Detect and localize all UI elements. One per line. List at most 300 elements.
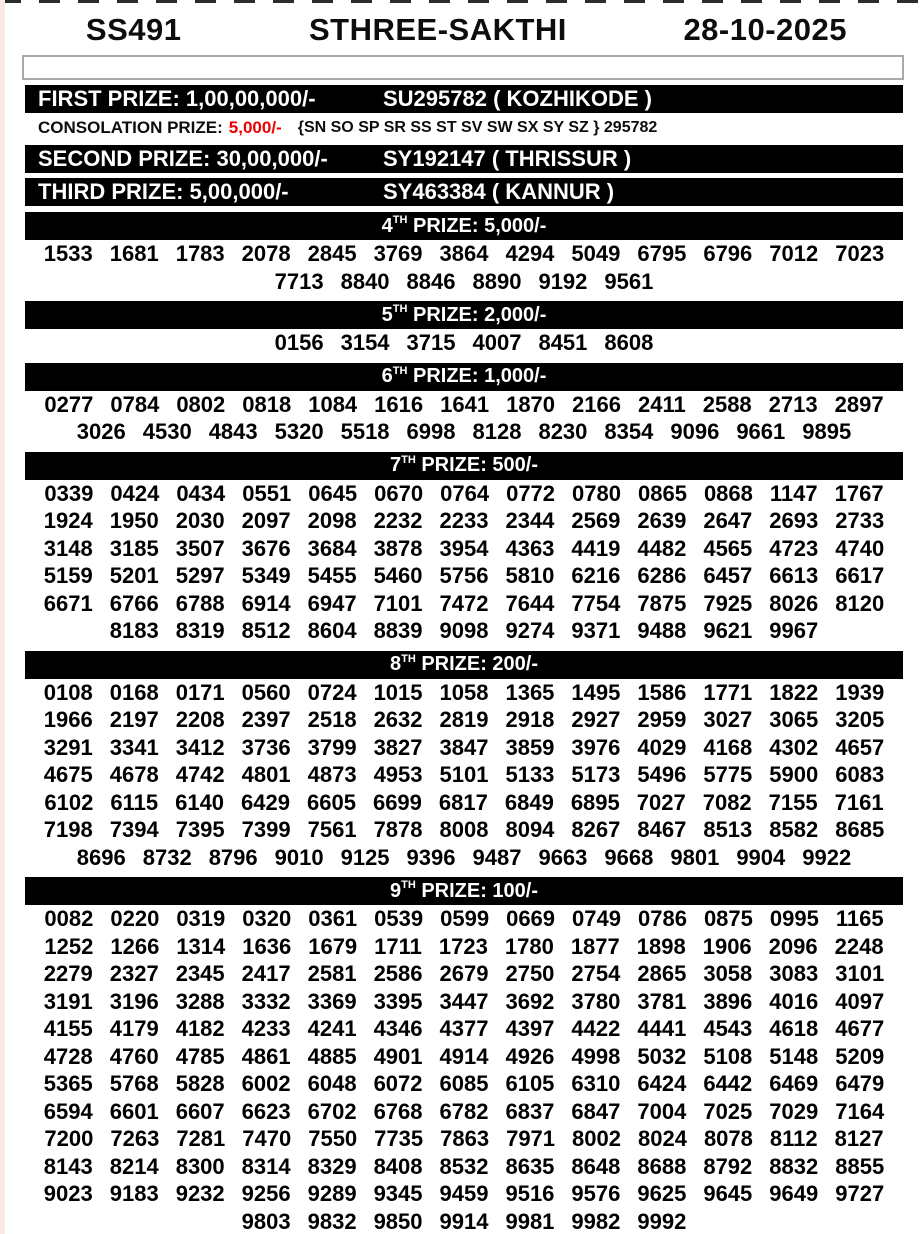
ticket-number: 9832 (307, 1208, 357, 1234)
ticket-number: 6002 (241, 1071, 291, 1096)
ticket-number: 1314 (176, 933, 226, 959)
ticket-number: 1533 (43, 241, 93, 266)
ticket-number: 9649 (769, 1181, 819, 1206)
ticket-number: 8183 (109, 618, 159, 643)
ticket-number: 4801 (241, 762, 291, 787)
prize-band-8th: 8 $^{TH}$ PRIZE: 200/- (25, 651, 903, 679)
prize-band-9th: 9 $^{TH}$ PRIZE: 100/- (25, 877, 903, 905)
second-prize-bar (25, 145, 903, 173)
ticket-number: 2208 (175, 707, 225, 732)
ticket-number: 5133 (505, 762, 555, 787)
ticket-number: 3847 (439, 734, 489, 760)
ticket-number: 6849 (504, 789, 554, 815)
ticket-number: 8329 (307, 1153, 357, 1179)
ticket-number: 0786 (637, 906, 687, 931)
ticket-number: 4742 (175, 762, 225, 787)
number-row (25, 590, 903, 618)
ticket-number: 4723 (769, 535, 819, 561)
ticket-number: 9727 (835, 1181, 885, 1206)
ticket-number: 8112 (769, 1126, 818, 1151)
ticket-number: 8002 (572, 1126, 621, 1151)
ticket-number: 1266 (110, 933, 160, 959)
second-prize-winner: SY192147 ( THRISSUR ) (383, 146, 632, 171)
ticket-number: 0669 (506, 906, 556, 931)
ticket-number: 1681 (109, 241, 159, 266)
ticket-number: 4565 (703, 535, 753, 561)
number-row (25, 240, 903, 268)
ticket-number: 4233 (241, 1016, 291, 1041)
ticket-number: 7029 (769, 1098, 819, 1124)
number-row (25, 734, 903, 762)
ticket-number: 4785 (175, 1043, 225, 1069)
ticket-number: 7399 (241, 817, 291, 842)
ticket-number: 9010 (274, 844, 324, 870)
ticket-number: 4677 (835, 1016, 885, 1041)
ticket-number: 0865 (637, 480, 687, 506)
ticket-number: 3332 (241, 988, 291, 1014)
prize-band-6th: 6 $^{TH}$ PRIZE: 1,000/- (25, 363, 903, 391)
ticket-number: 4007 (472, 330, 522, 355)
ticket-number: 7025 (703, 1098, 753, 1124)
ticket-number: 8078 (703, 1126, 753, 1151)
ticket-number: 6947 (307, 590, 357, 616)
ticket-number: 5496 (637, 762, 687, 787)
ticket-number: 5460 (373, 563, 423, 588)
ticket-number: 3369 (307, 988, 357, 1014)
ticket-number: 2344 (505, 508, 555, 533)
ticket-number: 8608 (604, 330, 654, 355)
ticket-number: 9345 (373, 1181, 423, 1206)
ticket-number: 6085 (439, 1071, 489, 1096)
ticket-number: 2632 (373, 707, 423, 732)
ticket-number: 8128 (472, 419, 522, 444)
ticket-number: 4740 (835, 535, 885, 561)
ticket-number: 7155 (768, 789, 818, 815)
ticket-number: 8230 (538, 419, 588, 444)
ticket-number: 0772 (506, 480, 556, 506)
ticket-number: 8855 (835, 1153, 885, 1179)
ticket-number: 3896 (703, 988, 753, 1014)
ticket-number: 4241 (307, 1016, 357, 1041)
number-row (25, 905, 903, 933)
ticket-number: 6605 (307, 789, 356, 815)
ticket-number: 6216 (571, 563, 621, 588)
ticket-number: 8127 (834, 1126, 884, 1151)
ticket-number: 4873 (307, 762, 357, 787)
ticket-number: 2754 (571, 961, 621, 986)
ticket-number: 3148 (43, 535, 93, 561)
ticket-number: 5173 (571, 762, 621, 787)
ticket-number: 1636 (242, 933, 292, 959)
ticket-number: 3395 (373, 988, 423, 1014)
ticket-number: 1898 (636, 933, 686, 959)
ticket-number: 3205 (835, 707, 885, 732)
ticket-number: 4419 (571, 535, 621, 561)
number-row (25, 268, 903, 296)
prize-band-title: PRIZE: 200/- (415, 653, 539, 675)
ticket-number: 0875 (703, 906, 753, 931)
ticket-number: 8635 (505, 1153, 555, 1179)
prize-band-title: PRIZE: 1,000/- (407, 365, 547, 387)
number-row (25, 1180, 903, 1208)
prize-band-5th: 5 $^{TH}$ PRIZE: 2,000/- (25, 301, 903, 329)
ticket-number: 8840 (340, 268, 390, 294)
prize-band-ordinal: 6 (381, 365, 393, 387)
ticket-number: 4363 (505, 535, 555, 561)
ticket-number: 5032 (637, 1043, 687, 1069)
ticket-number: 2750 (505, 961, 555, 986)
header (0, 0, 922, 48)
ticket-number: 8143 (43, 1153, 93, 1179)
ticket-number: 6102 (44, 789, 94, 815)
ticket-number: 1767 (834, 480, 884, 506)
ticket-number: 2345 (175, 961, 225, 986)
ticket-number: 4422 (571, 1016, 621, 1041)
ticket-number: 7713 (274, 268, 324, 294)
prize-band-7th: 7 $^{TH}$ PRIZE: 500/- (25, 452, 903, 480)
ticket-number: 2581 (307, 961, 357, 986)
ticket-number: 1147 (769, 480, 818, 506)
ticket-number: 7644 (505, 590, 555, 616)
ticket-number: 0339 (44, 480, 94, 506)
ticket-number: 6837 (505, 1098, 555, 1124)
ticket-number: 7200 (44, 1126, 94, 1151)
ticket-number: 6817 (438, 789, 488, 815)
ticket-number: 1950 (109, 508, 159, 533)
ticket-number: 2233 (439, 508, 489, 533)
ticket-number: 3412 (175, 734, 225, 760)
ticket-number: 6457 (703, 563, 753, 588)
ticket-number: 5101 (439, 762, 489, 787)
ticket-number: 3026 (76, 419, 126, 444)
ticket-number: 9561 (604, 268, 654, 294)
ticket-number: 8792 (703, 1153, 753, 1179)
ticket-number: 8696 (76, 844, 126, 870)
ticket-number: 2327 (109, 961, 159, 986)
ticket-number: 6998 (406, 419, 456, 444)
ticket-number: 6479 (835, 1071, 885, 1096)
number-row (25, 535, 903, 563)
ticket-number: 6048 (307, 1071, 357, 1096)
ticket-number: 4168 (703, 734, 753, 760)
ticket-number: 3769 (373, 241, 423, 266)
ticket-number: 0156 (274, 330, 324, 355)
ticket-number: 0784 (110, 391, 160, 417)
ticket-number: 6914 (241, 590, 291, 616)
ticket-number: 1165 (835, 906, 884, 931)
prize-band-ordinal: 9 (389, 879, 402, 902)
ticket-number: 5518 (340, 419, 390, 444)
third-prize-label: THIRD PRIZE: 5,00,000/- (38, 179, 289, 204)
ticket-number: 8832 (769, 1153, 819, 1179)
ticket-number: 6847 (571, 1098, 621, 1124)
ticket-number: 6115 (110, 789, 159, 815)
ticket-number: 9289 (307, 1181, 357, 1206)
ticket-number: 9992 (637, 1208, 687, 1234)
ticket-number: 2279 (43, 961, 93, 986)
ticket-number: 3507 (175, 535, 225, 561)
ticket-number: 7281 (176, 1126, 226, 1151)
ticket-number: 8300 (175, 1153, 225, 1179)
ticket-number: 9396 (406, 844, 456, 870)
ticket-number: 6613 (769, 563, 819, 588)
ticket-number: 7472 (439, 590, 489, 616)
ticket-number: 2518 (307, 707, 357, 732)
ticket-number: 2569 (571, 508, 621, 533)
ticket-number: 7395 (175, 817, 225, 842)
ticket-number: 8648 (571, 1153, 621, 1179)
ticket-number: 4530 (142, 419, 192, 444)
ticket-number: 8685 (835, 817, 885, 842)
ticket-number: 2411 (637, 391, 686, 417)
ticket-number: 9096 (670, 419, 720, 444)
ticket-number: 2097 (241, 508, 291, 533)
ticket-number: 0361 (308, 906, 358, 931)
ticket-number: 2679 (439, 961, 489, 986)
first-prize-bar (25, 85, 903, 113)
ticket-number: 3027 (703, 707, 753, 732)
ticket-number: 6429 (241, 789, 290, 815)
ticket-number: 2819 (439, 707, 489, 732)
ticket-number: 3859 (505, 734, 555, 760)
ticket-number: 1586 (637, 679, 687, 705)
ticket-number: 3781 (637, 988, 687, 1014)
ticket-number: 0108 (43, 679, 93, 705)
ticket-number: 0424 (110, 480, 160, 506)
ticket-number: 6286 (637, 563, 687, 588)
ticket-number: 7161 (834, 789, 884, 815)
ticket-number: 5159 (43, 563, 93, 588)
ticket-number: 9922 (802, 844, 852, 870)
ticket-number: 7971 (506, 1126, 556, 1151)
ticket-number: 3827 (373, 734, 423, 760)
ticket-number: 1015 (373, 679, 423, 705)
ticket-number: 4029 (637, 734, 687, 760)
number-row (25, 1098, 903, 1126)
ticket-number: 5349 (241, 563, 291, 588)
ticket-number: 3692 (505, 988, 555, 1014)
ticket-number: 1365 (505, 679, 555, 705)
ticket-number: 4998 (571, 1043, 621, 1069)
ticket-number: 6083 (835, 762, 885, 787)
number-row (25, 1208, 903, 1234)
ticket-number: 4861 (241, 1043, 291, 1069)
ticket-number: 4294 (505, 241, 555, 266)
ticket-number: 4179 (109, 1016, 159, 1041)
ticket-number: 6766 (109, 590, 159, 616)
ticket-number: 5775 (703, 762, 753, 787)
results-content (25, 85, 903, 1234)
ticket-number: 6105 (505, 1071, 555, 1096)
ticket-number: 4397 (505, 1016, 555, 1041)
ticket-number: 9914 (439, 1208, 489, 1234)
ticket-number: 9850 (373, 1208, 423, 1234)
ticket-number: 6607 (175, 1098, 225, 1124)
ticket-number: 1495 (571, 679, 621, 705)
ticket-number: 8604 (307, 618, 357, 643)
number-row (25, 679, 903, 707)
ticket-number: 8214 (109, 1153, 159, 1179)
ticket-number: 2845 (307, 241, 357, 266)
ticket-number: 4155 (43, 1016, 93, 1041)
consolation-amount: 5,000/- (228, 118, 282, 137)
ticket-number: 1939 (835, 679, 885, 705)
ticket-number: 7470 (242, 1126, 292, 1151)
ticket-number: 1058 (439, 679, 489, 705)
ticket-number: 9098 (439, 618, 489, 643)
ticket-number: 1771 (703, 679, 753, 705)
ticket-number: 7027 (636, 789, 686, 815)
ticket-number: 0551 (242, 480, 292, 506)
ticket-number: 8467 (637, 817, 687, 842)
ticket-number: 1870 (506, 391, 556, 417)
ticket-number: 2927 (571, 707, 621, 732)
ticket-number: 9981 (505, 1208, 555, 1234)
ticket-number: 4302 (769, 734, 819, 760)
ticket-number: 9256 (241, 1181, 291, 1206)
first-prize-label: FIRST PRIZE: 1,00,00,000/- (38, 86, 316, 111)
ticket-number: 3058 (703, 961, 753, 986)
ticket-number: 0599 (440, 906, 490, 931)
ticket-number: 2197 (109, 707, 159, 732)
ticket-number: 2865 (637, 961, 687, 986)
number-row (25, 617, 903, 645)
ticket-number: 9183 (109, 1181, 159, 1206)
ticket-number: 6601 (109, 1098, 159, 1124)
number-row (25, 1043, 903, 1071)
ticket-number: 7550 (308, 1126, 358, 1151)
ticket-number: 0780 (572, 480, 621, 506)
ticket-number: 9232 (175, 1181, 225, 1206)
ticket-number: 9904 (736, 844, 786, 870)
ticket-number: 2959 (637, 707, 687, 732)
ticket-number: 3101 (835, 961, 885, 986)
ticket-number: 4678 (109, 762, 159, 787)
ticket-number: 0277 (44, 391, 94, 417)
ticket-number: 0560 (241, 679, 291, 705)
ticket-number: 3878 (373, 535, 423, 561)
ticket-number: 9668 (604, 844, 654, 870)
ticket-number: 2232 (373, 508, 423, 533)
ticket-number: 3341 (109, 734, 159, 760)
ticket-number: 1679 (308, 933, 358, 959)
ticket-number: 9371 (571, 618, 621, 643)
empty-box (22, 55, 904, 80)
top-dashed-border (0, 0, 922, 3)
draw-date: 28-10-2025 (683, 12, 848, 47)
prize-band-ordinal: 8 (389, 653, 402, 675)
ticket-number: 5756 (439, 563, 489, 588)
prize-band-title: PRIZE: 500/- (415, 454, 539, 476)
ticket-number: 2713 (768, 391, 818, 417)
ticket-number: 6617 (835, 563, 885, 588)
ticket-number: 6140 (175, 789, 225, 815)
ticket-number: 4016 (769, 988, 819, 1014)
ticket-number: 9621 (703, 618, 753, 643)
ticket-number: 6623 (241, 1098, 291, 1124)
ticket-number: 2693 (769, 508, 819, 533)
number-row (25, 960, 903, 988)
ticket-number: 2733 (835, 508, 885, 533)
ticket-number: 6671 (43, 590, 93, 616)
ticket-number: 8267 (571, 817, 621, 842)
ticket-number: 9661 (736, 419, 786, 444)
ticket-number: 0539 (374, 906, 424, 931)
left-edge-strip (0, 0, 5, 1234)
consolation-row (25, 116, 903, 140)
ticket-number: 9274 (505, 618, 555, 643)
number-row (25, 761, 903, 789)
ticket-number: 6594 (43, 1098, 93, 1124)
first-prize-winner: SU295782 ( KOZHIKODE ) (383, 86, 652, 111)
ticket-number: 0818 (242, 391, 292, 417)
ticket-number: 3083 (769, 961, 819, 986)
ticket-number: 2098 (307, 508, 357, 533)
ticket-number: 8319 (175, 618, 225, 643)
ticket-number: 3154 (340, 330, 390, 355)
ticket-number: 4441 (637, 1016, 687, 1041)
ticket-number: 1906 (702, 933, 752, 959)
ticket-number: 2897 (834, 391, 884, 417)
third-prize-winner: SY463384 ( KANNUR ) (383, 179, 615, 204)
third-prize-bar (25, 178, 903, 206)
ticket-number: 0802 (176, 391, 226, 417)
ticket-number: 7394 (109, 817, 159, 842)
ticket-number: 5828 (175, 1071, 225, 1096)
ticket-number: 0171 (175, 679, 225, 705)
ticket-number: 2166 (572, 391, 621, 417)
ticket-number: 6442 (703, 1071, 753, 1096)
ticket-number: 5320 (274, 419, 324, 444)
ticket-number: 4377 (439, 1016, 489, 1041)
ticket-number: 5455 (307, 563, 357, 588)
ticket-number: 9487 (472, 844, 522, 870)
number-row (25, 329, 903, 357)
ticket-number: 8890 (472, 268, 522, 294)
ticket-number: 4926 (505, 1043, 555, 1069)
ticket-number: 3715 (406, 330, 456, 355)
ticket-number: 7925 (703, 590, 753, 616)
ticket-number: 8120 (835, 590, 885, 616)
ticket-number: 3864 (439, 241, 489, 266)
ticket-number: 9982 (571, 1208, 621, 1234)
ticket-number: 8513 (703, 817, 753, 842)
prize-band-ordinal: 4 (381, 214, 393, 237)
ticket-number: 2647 (703, 508, 753, 533)
ticket-number: 8512 (241, 618, 291, 643)
ticket-number: 0749 (572, 906, 621, 931)
number-row (25, 480, 903, 508)
ticket-number: 3291 (43, 734, 93, 760)
ticket-number: 0764 (440, 480, 490, 506)
ticket-number: 3185 (109, 535, 159, 561)
ticket-number: 7023 (835, 241, 885, 266)
draw-code: SS491 (85, 12, 182, 47)
ticket-number: 2639 (637, 508, 687, 533)
ticket-number: 7561 (307, 817, 357, 842)
consolation-series: {SN SO SP SR SS ST SV SW SX SY SZ } 295782 (297, 119, 658, 136)
ticket-number: 5201 (109, 563, 159, 588)
ticket-number: 4953 (373, 762, 423, 787)
ticket-number: 0220 (110, 906, 160, 931)
ticket-number: 4346 (373, 1016, 423, 1041)
ticket-number: 8354 (604, 419, 654, 444)
prize-band-title: PRIZE: 100/- (415, 879, 539, 902)
ticket-number: 5297 (175, 563, 225, 588)
ticket-number: 1252 (44, 933, 94, 959)
ticket-number: 0724 (307, 679, 357, 705)
ticket-number: 3780 (571, 988, 621, 1014)
